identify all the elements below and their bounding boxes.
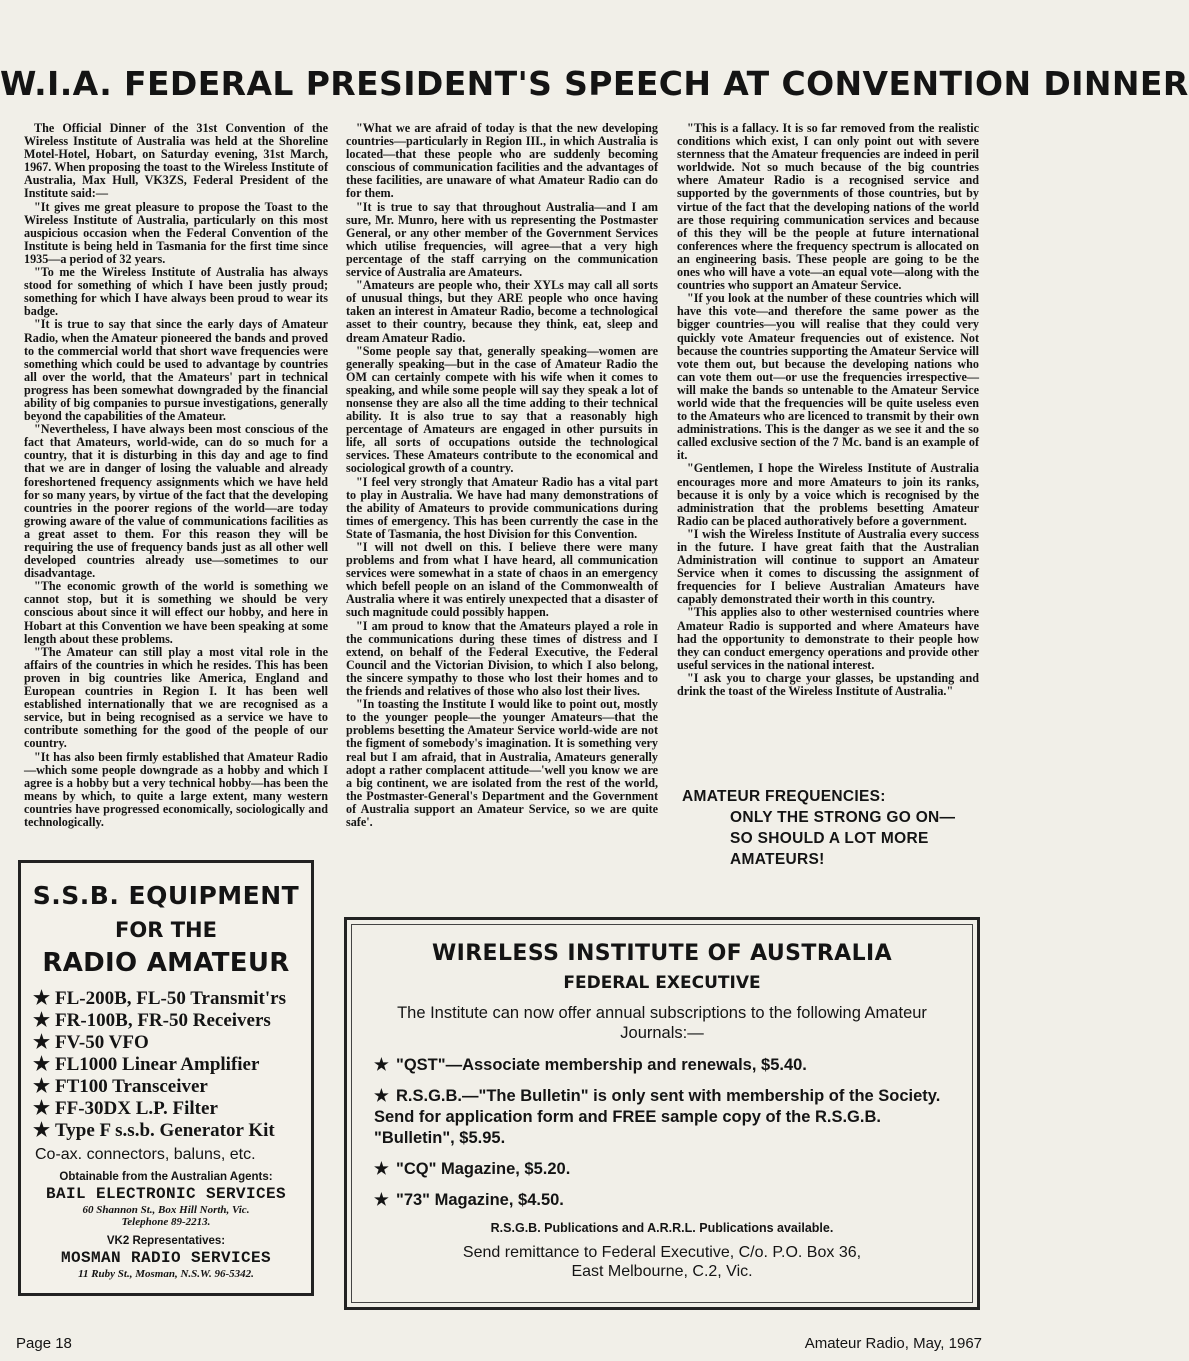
- promo-line: SO SHOULD A LOT MORE: [730, 830, 929, 847]
- coax-line: Co-ax. connectors, baluns, etc.: [35, 1146, 256, 1163]
- paragraph: "Gentlemen, I hope the Wireless Institute of Australia encourages more and more Amateurs to join its ranks, because it is only by a voice which is recognised by the administration that the problems besetting Amateur Radio can be placed authoratively before a government.: [677, 461, 979, 528]
- list-item: [33, 1010, 311, 1032]
- paragraph: "Amateurs are people who, their XYLs may call all sorts of unusual things, but they ARE people who once having taken an interest in Amateur Radio, become a technological asset to their country, because they think, eat, sleep and dream Amateur Radio.: [346, 278, 658, 345]
- article-column-3: [677, 122, 979, 802]
- promo-line: ONLY THE STRONG GO ON—: [730, 809, 956, 826]
- paragraph: "I wish the Wireless Institute of Australia every success in the future. I have great faith that the Australian Administration will continue to support an Amateur Service when it comes to discussing the assignment of frequencies for I believe Australian Amateurs have capably demonstrated their worth in this country.: [677, 526, 979, 607]
- paragraph: "Nevertheless, I have always been most conscious of the fact that Amateurs, world-wide, can do so much for a country, that it is disturbing in this day and age to find that we are in danger of losing the valuable and already foreshortened frequency assignments which we have held for so many years, by virtue of the fact that the developing countries in the poorer regions of the world—are today growing aware of the value of communications facilities as a great asset to them. For this reason they will be requiring the use of frequency bands just as all other well developed countries already use—sometimes to our disadvantage.: [24, 422, 328, 581]
- item-label: "73" Magazine, $4.50.: [396, 1191, 564, 1209]
- agents-label: Obtainable from the Australian Agents:: [59, 1171, 273, 1183]
- agent-address: 60 Shannon St., Box Hill North, Vic.: [82, 1204, 250, 1216]
- agent-name: MOSMAN RADIO SERVICES: [60, 1249, 272, 1267]
- ad-title: S.S.B. EQUIPMENT: [32, 881, 300, 910]
- ad-title-radio-amateur: RADIO AMATEUR: [42, 948, 290, 978]
- publication-footer: Amateur Radio, May, 1967: [804, 1335, 982, 1352]
- ad-title: WIRELESS INSTITUTE OF AUSTRALIA: [431, 941, 893, 966]
- star-icon: ★: [33, 1098, 51, 1119]
- list-item: [33, 1098, 311, 1120]
- article-column-1: [24, 121, 328, 829]
- article-headline: W.I.A. FEDERAL PRESIDENT'S SPEECH AT CONVENTION DINNER: [0, 64, 1189, 103]
- paragraph: "To me the Wireless Institute of Australia has always stood for something of which I have been justly proud; something for which I have always been proud to wear its badge.: [24, 265, 328, 319]
- page-number: Page 18: [16, 1335, 72, 1352]
- journal-list: [352, 1055, 972, 1211]
- item-label: FT100 Transceiver: [55, 1076, 208, 1097]
- agent-address: 11 Ruby St., Mosman, N.S.W. 96-5342.: [78, 1268, 254, 1280]
- paragraph: "What we are afraid of today is that the new developing countries—particularly in Region III., in which Australia is located—that these people who are suddenly becoming conscious of communication facilities and the advantages of these facilities, are unaware of what Amateur Radio can do for them.: [346, 121, 658, 201]
- item-label: R.S.G.B.—"The Bulletin" is only sent with membership of the Society. Send for application form and FREE sample copy of the R.S.G.B. "Bulletin", $5.95.: [374, 1087, 941, 1147]
- item-label: Type F s.s.b. Generator Kit: [55, 1120, 275, 1141]
- ad-subtitle: FEDERAL EXECUTIVE: [563, 973, 761, 993]
- star-icon: ★: [33, 1054, 51, 1075]
- paragraph: "I ask you to charge your glasses, be upstanding and drink the toast of the Wireless Institute of Australia.": [677, 670, 979, 699]
- frequencies-promo: [680, 786, 990, 870]
- paragraph: "It gives me great pleasure to propose the Toast to the Wireless Institute of Australia, particularly on this most auspicious occasion when the Federal Convention of the Institute is being held in Tasmania for the first time since 1935—a period of 32 years.: [24, 199, 328, 266]
- list-item: [374, 1159, 962, 1180]
- list-item: [374, 1055, 962, 1076]
- paragraph: "This is a fallacy. It is so far removed from the realistic conditions which exist, I can only point out with severe sternness that the Amateur frequencies are indeed in peril worldwide. Not so much because of the big countries where Amateur Radio is a recognised service and supported by the governments of those countries, but by virtue of the fact that the developing nations of the world are those requiring communication services and because of this they will be the people at future international conferences where the frequency spectrum is allocated on an engineering basis. These people are going to be the ones who will have a vote—an equal vote—along with the countries who support an Amateur Service.: [677, 121, 979, 293]
- paragraph: "It is true to say that throughout Australia—and I am sure, Mr. Munro, here with us representing the Postmaster General, or any other member of the Government Services which utilise frequencies, will agree—that a very high percentage of the staff carrying on the communication service of Australia are Amateurs.: [346, 199, 658, 280]
- paragraph: "The economic growth of the world is something we cannot stop, but it is something we should be very conscious about since it will effect our hobby, and here in Hobart at this Convention we have been speaking at some length about these problems.: [24, 579, 328, 646]
- list-item: [374, 1190, 962, 1211]
- paragraph: "It is true to say that since the early days of Amateur Radio, when the Amateur pioneered the bands and proved to the commercial world that short wave frequencies were something which could be used to advantage by countries all over the world, that the Amateurs' part in technical progress has been somewhat downgraded by the financial ability of big companies to pursue investigations, generally beyond the capabilities of the Amateur.: [24, 317, 328, 424]
- star-icon: ★: [33, 1032, 51, 1053]
- star-icon: ★: [33, 1010, 51, 1031]
- promo-line: AMATEUR FREQUENCIES:: [682, 788, 886, 805]
- publications-note: R.S.G.B. Publications and A.R.R.L. Publications available.: [490, 1221, 834, 1235]
- list-item: [33, 988, 311, 1010]
- item-label: FV-50 VFO: [55, 1032, 149, 1053]
- paragraph: "In toasting the Institute I would like to point out, mostly to the younger people—the younger Amateurs—that the problems besetting the Amateur Service world-wide are not the figment of somebody's imagination. It is something very real but I am afraid, that in Australia, Amateurs generally adopt a rather complacent attitude—'well you know we are a big continent, we are isolated from the rest of the world, the Postmaster-General's Department and the Government of Australia support an Amateur Service, so we are quite safe'.: [346, 697, 658, 829]
- ssb-equipment-ad: [18, 860, 314, 1296]
- star-icon: ★: [33, 988, 51, 1009]
- item-label: FL1000 Linear Amplifier: [55, 1054, 260, 1075]
- list-item: [33, 1054, 311, 1076]
- promo-line: AMATEURS!: [730, 851, 825, 868]
- agent-name: BAIL ELECTRONIC SERVICES: [45, 1185, 287, 1203]
- item-label: FR-100B, FR-50 Receivers: [55, 1010, 271, 1031]
- agent-phone: Telephone 89-2213.: [121, 1216, 211, 1228]
- remittance-line: Send remittance to Federal Executive, C/o. P.O. Box 36,: [462, 1244, 862, 1261]
- paragraph: The Official Dinner of the 31st Convention of the Wireless Institute of Australia was held at the Shoreline Motel-Hotel, Hobart, on Saturday evening, 31st March, 1967. When proposing the toast to the Wireless Institute of Australia, Max Hull, VK3ZS, Federal President of the Institute said:—: [24, 121, 328, 201]
- paragraph: "It has also been firmly established that Amateur Radio—which some people downgrade as a hobby and which I agree is a hobby but a very technical hobby—has been the means by which, to quite a large extent, many western countries have progressed economically, sociologically and technologically.: [24, 749, 328, 829]
- wia-federal-executive-ad: [344, 917, 980, 1310]
- paragraph: "Some people say that, generally speaking—women are generally speaking—but in the case of Amateur Radio the OM can certainly compete with his wife when it comes to speaking, and while some people will say they speak a lot of nonsense they are also all the time adding to their technical ability. It is also true to say that a reasonably high percentage of Amateurs are engaged in other pursuits in life, all sorts of occupations outside the technological services. These Amateurs contribute to the economical and sociological growth of a country.: [346, 343, 658, 476]
- star-icon: ★: [33, 1076, 51, 1097]
- star-icon: ★: [374, 1087, 389, 1105]
- article-column-2: [346, 121, 658, 829]
- paragraph: "I am proud to know that the Amateurs played a role in the communications during these times of distress and I extend, on behalf of the Federal Executive, the Federal Council and the Victorian Division, to which I also belong, the sincere sympathy to those who lost their homes and to the friends and relatives of those who also lost their lives.: [346, 618, 658, 699]
- list-item: [33, 1076, 311, 1098]
- paragraph: "I will not dwell on this. I believe there were many problems and from what I have heard, all communication services were somewhat in a state of chaos in an emergency which befell people on an island of the Commonwealth of Australia where it was entirely unexpected that a disaster of such magnitude could possibly happen.: [346, 540, 658, 620]
- list-item: [33, 1120, 311, 1142]
- vk2-label: VK2 Representatives:: [106, 1235, 226, 1247]
- star-icon: ★: [374, 1191, 389, 1209]
- item-label: FL-200B, FL-50 Transmit'rs: [55, 988, 286, 1009]
- inner-border: [351, 924, 973, 1303]
- list-item: [374, 1086, 962, 1149]
- remittance-line: East Melbourne, C.2, Vic.: [571, 1263, 753, 1280]
- star-icon: ★: [33, 1120, 51, 1141]
- item-label: FF-30DX L.P. Filter: [55, 1098, 218, 1119]
- equipment-list: [21, 988, 311, 1142]
- paragraph: "The Amateur can still play a most vital role in the affairs of the countries in which he resides. This has been proven in big countries like America, England and European countries in Region I. It has been well established internationally that we are recognised as a service, but in being recognised as a service we have to contribute something for the good of the people of our country.: [24, 644, 328, 751]
- list-item: [33, 1032, 311, 1054]
- item-label: "QST"—Associate membership and renewals, $5.40.: [396, 1056, 807, 1074]
- star-icon: ★: [374, 1160, 389, 1178]
- paragraph: "This applies also to other westernised countries where Amateur Radio is supported and where Amateurs have had the opportunity to demonstrate to their people how they can conduct emergency operations and provide other useful services in the national interest.: [677, 605, 979, 672]
- paragraph: "If you look at the number of these countries which will have this vote—and therefore the same power as the bigger countries—you will realise that they could very quickly vote Amateur frequencies out of existence. Not because the countries supporting the Amateur Service will vote them out, but because the developing nations who can vote them out—or use the frequencies irrespective—will make the bands so untenable to the Amateur Service world wide that the frequencies will be quite useless even to the Amateurs who are licenced to transmit by their own administrations. This is the danger as we see it and the so called exclusive section of the 7 Mc. band is an example of it.: [677, 291, 979, 463]
- ad-intro: The Institute can now offer annual subscriptions to the following Amateur Journals:—: [397, 1004, 927, 1042]
- star-icon: ★: [374, 1056, 389, 1074]
- ad-subtitle: FOR THE: [115, 918, 217, 942]
- item-label: "CQ" Magazine, $5.20.: [396, 1160, 571, 1178]
- paragraph: "I feel very strongly that Amateur Radio has a vital part to play in Australia. We have had many demonstrations of the ability of Amateurs to provide communications during times of emergency. This has been currently the case in the State of Tasmania, the host Division for this Convention.: [346, 474, 658, 541]
